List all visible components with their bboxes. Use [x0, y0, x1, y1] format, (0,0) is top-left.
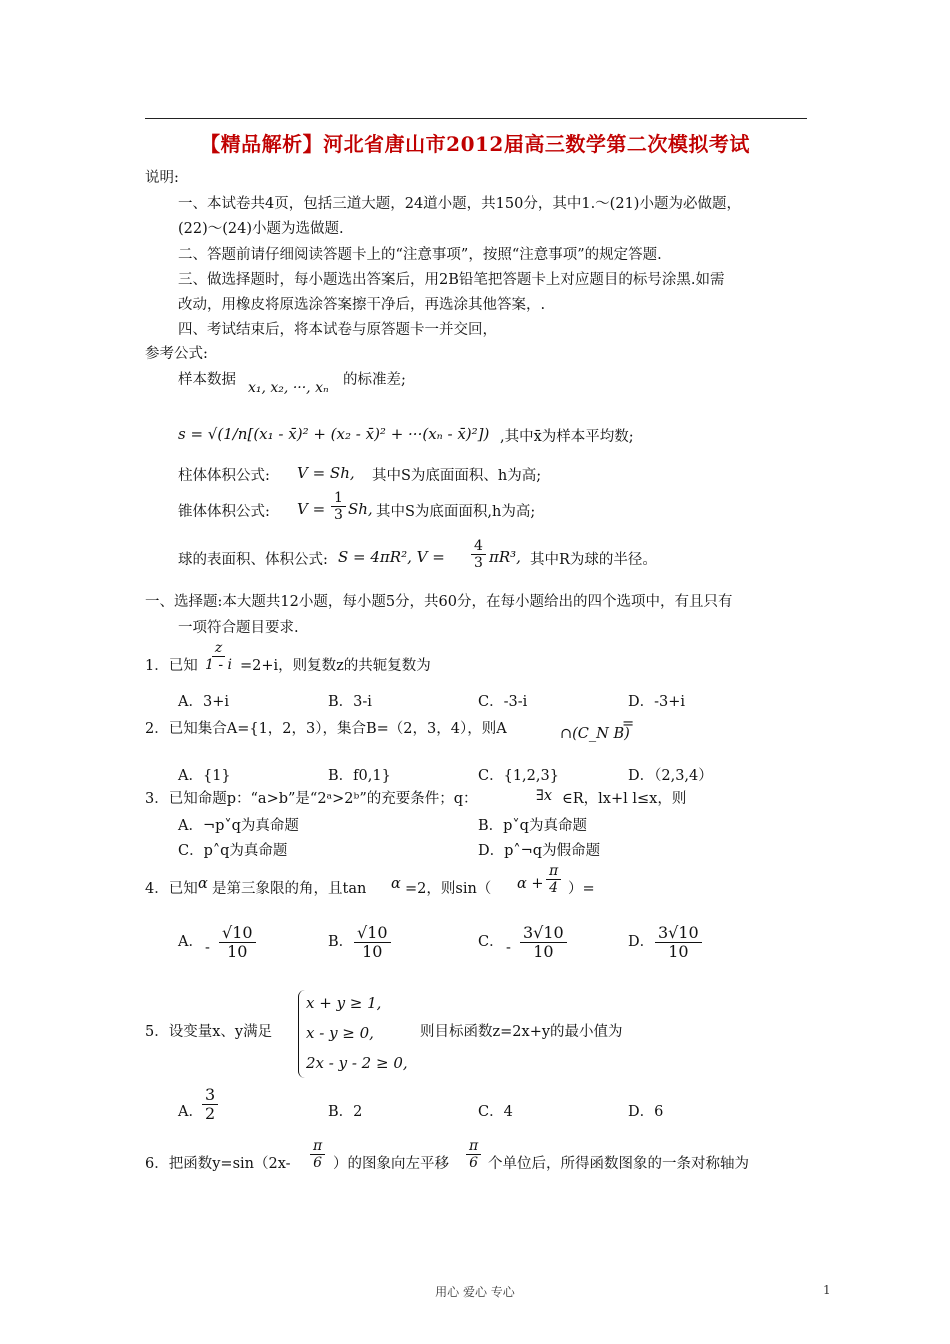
- sphere-formula-pre: S = 4πR², V =: [338, 548, 445, 566]
- sample-suffix: 的标准差;: [343, 372, 406, 388]
- notes-line-1: 一、本试卷共4页，包括三道大题，24道小题，共150分，其中1.～(21)小题为必做题，: [178, 196, 741, 212]
- q6-six-2: 6: [469, 1155, 479, 1172]
- cone-formula-pre: V =: [297, 500, 326, 518]
- q2-eq: =: [622, 716, 635, 732]
- q4-option-c-label: C．: [478, 934, 504, 950]
- q4-option-d-label: D．: [628, 934, 655, 950]
- q1-option-d: D．-3+i: [628, 694, 686, 710]
- q2-text: 2．已知集合A={1，2，3），集合B=（2，3，4），则A: [145, 721, 507, 737]
- q1-num: z: [212, 640, 225, 657]
- q4-alpha-tan: α: [391, 876, 401, 892]
- q4-option-b-fraction: [352, 924, 393, 962]
- q1-fraction: [200, 640, 237, 673]
- q4-mid: 是第三象限的角，且tan: [212, 881, 367, 897]
- q5-a-den: 2: [205, 1104, 216, 1124]
- q2-option-c: C．{1,2,3}: [478, 768, 559, 784]
- q5-brace: [298, 990, 305, 1078]
- cone-formula-post: Sh,: [348, 500, 373, 518]
- q4-option-b-label: B．: [328, 934, 354, 950]
- cone-fraction: [329, 490, 348, 523]
- q5-suffix: 则目标函数z=2x+y的最小值为: [420, 1024, 623, 1040]
- q1-option-a: A．3+i: [178, 694, 229, 710]
- q3-text: 3．已知命题p：“a>b”是“2ᵃ>2ᵇ”的充要条件；q：: [145, 791, 478, 807]
- q4-pi: π: [546, 863, 561, 880]
- formulas-heading: 参考公式:: [145, 346, 208, 362]
- notes-heading: 说明:: [145, 170, 179, 186]
- page-title: 【精品解析】河北省唐山市2012届高三数学第二次模拟考试: [200, 132, 750, 156]
- q4-a-num: √10: [219, 924, 256, 943]
- q4-d-num: 3√10: [655, 924, 702, 943]
- page-number: 1: [823, 1283, 831, 1297]
- cyl-label: 柱体体积公式:: [178, 468, 270, 484]
- q4-end: ）=: [568, 881, 595, 897]
- q1-option-c: C．-3-i: [478, 694, 528, 710]
- q5-constraint-1: x + y ≥ 1,: [306, 994, 382, 1012]
- q4-option-c-sign: -: [506, 940, 511, 956]
- q2-option-d: D．（2,3,4）: [628, 768, 713, 784]
- q3-option-b: B．p˅q为真命题: [478, 818, 587, 834]
- q2-option-b: B．f0,1}: [328, 768, 391, 784]
- q3-option-d: D．p˄¬q为假命题: [478, 843, 601, 859]
- q1-prefix: 1．已知: [145, 658, 198, 674]
- q3-exists: ∃x: [536, 788, 553, 804]
- q4-mid2: =2，则sin（: [405, 881, 492, 897]
- q6-fraction-1: [308, 1138, 327, 1171]
- q4-c-den: 10: [533, 942, 554, 962]
- q3-option-c: C．p˄q为真命题: [178, 843, 288, 859]
- q4-b-num: √10: [354, 924, 391, 943]
- section1-line-2: 一项符合题目要求.: [178, 620, 299, 636]
- q6-six-1: 6: [313, 1155, 323, 1172]
- sphere-num: 4: [471, 538, 486, 555]
- q2-expr: ∩(C_N B): [560, 726, 630, 742]
- std-formula: s = √(1/n[(x₁ - x̄)² + (x₂ - x̄)² + ···(xₙ - x̄)²]): [178, 425, 490, 443]
- q5-option-d: D．6: [628, 1104, 664, 1120]
- q5-option-a-fraction: [200, 1086, 220, 1124]
- q6-suffix: 个单位后，所得函数图象的一条对称轴为: [488, 1156, 749, 1172]
- q5-constraint-2: x - y ≥ 0,: [306, 1024, 374, 1042]
- q1-option-b: B．3-i: [328, 694, 372, 710]
- std-suffix: ,其中x̄为样本平均数;: [500, 429, 634, 445]
- sample-label: 样本数据: [178, 372, 236, 388]
- q5-prefix: 5．设变量x、y满足: [145, 1024, 273, 1040]
- cone-num: 1: [331, 490, 346, 507]
- q5-constraint-3: 2x - y - 2 ≥ 0,: [306, 1054, 408, 1072]
- sphere-fraction: [469, 538, 488, 571]
- q1-suffix: =2+i，则复数z的共轭复数为: [240, 658, 431, 674]
- q4-d-den: 10: [668, 942, 689, 962]
- cone-suffix: 其中S为底面面积,h为高;: [376, 504, 536, 520]
- q2-option-a: A．{1}: [178, 768, 231, 784]
- q3-option-a: A．¬p˅q为真命题: [178, 818, 299, 834]
- notes-line-3: 二、答题前请仔细阅读答题卡上的“注意事项”，按照“注意事项”的规定答题.: [178, 247, 662, 263]
- notes-line-2: (22)～(24)小题为选做题.: [178, 221, 344, 237]
- q4-option-a-sign: -: [205, 940, 210, 956]
- sphere-formula-post: πR³,: [489, 548, 521, 566]
- q4-option-a-fraction: [217, 924, 258, 962]
- cyl-suffix: 其中S为底面面积、h为高;: [372, 468, 542, 484]
- q4-c-num: 3√10: [520, 924, 567, 943]
- q6-mid: ）的图象向左平移: [333, 1156, 449, 1172]
- sphere-suffix: 其中R为球的半径。: [530, 552, 657, 568]
- sphere-den: 3: [474, 555, 483, 572]
- q6-fraction-2: [464, 1138, 483, 1171]
- notes-line-6: 四、考试结束后，将本试卷与原答题卡一并交回，: [178, 322, 497, 338]
- sphere-label: 球的表面积、体积公式:: [178, 552, 328, 568]
- q5-option-a-label: A．: [178, 1104, 203, 1120]
- q6-prefix: 6．把函数y=sin（2x-: [145, 1156, 291, 1172]
- header-rule: [145, 118, 807, 119]
- q5-a-num: 3: [202, 1086, 218, 1105]
- notes-line-4: 三、做选择题时，每小题选出答案后，用2B铅笔把答题卡上对应题目的标号涂黑.如需: [178, 272, 725, 288]
- q6-pi-2: π: [466, 1138, 481, 1155]
- q3-rest: ∈R，lx+l l≤x，则: [562, 791, 687, 807]
- cone-label: 锥体体积公式:: [178, 504, 270, 520]
- q4-prefix: 4．已知: [145, 881, 198, 897]
- cone-den: 3: [334, 507, 343, 524]
- q4-alpha: α: [198, 876, 208, 892]
- footer-text: 用心 爱心 专心: [435, 1285, 515, 1299]
- q4-pi-fraction: [544, 863, 563, 896]
- q4-b-den: 10: [362, 942, 383, 962]
- q4-option-c-fraction: [518, 924, 569, 962]
- q4-option-a-label: A．: [178, 934, 203, 950]
- q4-option-d-fraction: [653, 924, 704, 962]
- q5-option-b: B．2: [328, 1104, 363, 1120]
- sample-vars: x₁, x₂, ···, xₙ: [248, 380, 329, 396]
- q4-four: 4: [549, 880, 559, 897]
- q6-pi-1: π: [310, 1138, 325, 1155]
- q1-den: 1 - i: [205, 657, 233, 674]
- q5-option-c: C．4: [478, 1104, 513, 1120]
- q4-a-den: 10: [227, 942, 248, 962]
- q4-alpha2: α +: [517, 876, 544, 892]
- notes-line-5: 改动，用橡皮将原选涂答案擦干净后，再选涂其他答案，.: [178, 297, 546, 313]
- cyl-formula: V = Sh,: [297, 464, 355, 482]
- section1-line-1: 一、选择题:本大题共12小题，每小题5分，共60分，在每小题给出的四个选项中，有且只有: [145, 594, 733, 610]
